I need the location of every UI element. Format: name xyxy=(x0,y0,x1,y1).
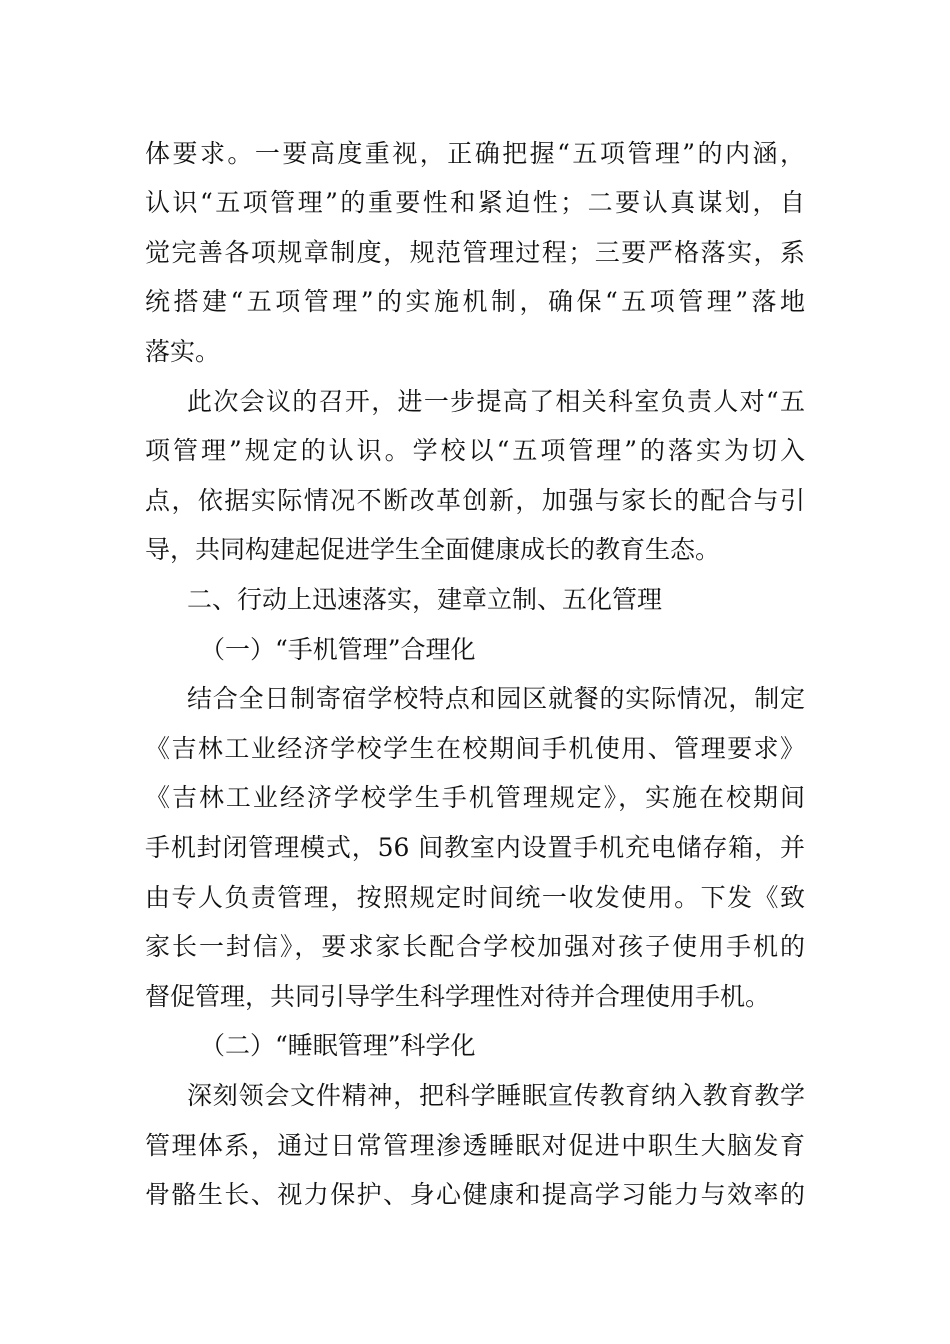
subsection-heading: （一）“手机管理”合理化 xyxy=(200,635,476,664)
text-line: 统搭建“五项管理”的实施机制，确保“五项管理”落地 xyxy=(145,287,805,316)
text-line: 觉完善各项规章制度，规范管理过程；三要严格落实，系 xyxy=(145,238,805,267)
text-line: 手机封闭管理模式，56 间教室内设置手机充电储存箱，并 xyxy=(145,833,805,862)
text-line: 《吉林工业经济学校学生手机管理规定》，实施在校期间 xyxy=(145,783,805,812)
paragraph-first-line: 结合全日制寄宿学校特点和园区就餐的实际情况，制定 xyxy=(187,684,805,713)
text-line: 管理体系，通过日常管理渗透睡眠对促进中职生大脑发育 xyxy=(145,1131,805,1160)
text-line: 认识“五项管理”的重要性和紧迫性；二要认真谋划，自 xyxy=(145,188,805,217)
text-line: 导，共同构建起促进学生全面健康成长的教育生态。 xyxy=(145,535,721,564)
text-line: 家长一封信》，要求家长配合学校加强对孩子使用手机的 xyxy=(145,932,805,961)
subsection-heading: （二）“睡眠管理”科学化 xyxy=(200,1031,476,1060)
text-line: 由专人负责管理，按照规定时间统一收发使用。下发《致 xyxy=(145,883,805,912)
text-line: 《吉林工业经济学校学生在校期间手机使用、管理要求》 xyxy=(145,734,805,763)
paragraph-first-line: 此次会议的召开，进一步提高了相关科室负责人对“五 xyxy=(187,387,805,416)
section-heading: 二、行动上迅速落实，建章立制、五化管理 xyxy=(187,585,663,614)
text-line: 体要求。一要高度重视，正确把握“五项管理”的内涵， xyxy=(145,139,805,168)
text-line: 督促管理，共同引导学生科学理性对待并合理使用手机。 xyxy=(145,982,771,1011)
paragraph-first-line: 深刻领会文件精神，把科学睡眠宣传教育纳入教育教学 xyxy=(187,1081,805,1110)
text-line: 落实。 xyxy=(145,337,221,366)
text-line: 点，依据实际情况不断改革创新，加强与家长的配合与引 xyxy=(145,486,805,515)
text-line: 项管理”规定的认识。学校以“五项管理”的落实为切入 xyxy=(145,436,805,465)
text-line: 骨骼生长、视力保护、身心健康和提高学习能力与效率的 xyxy=(145,1180,805,1209)
